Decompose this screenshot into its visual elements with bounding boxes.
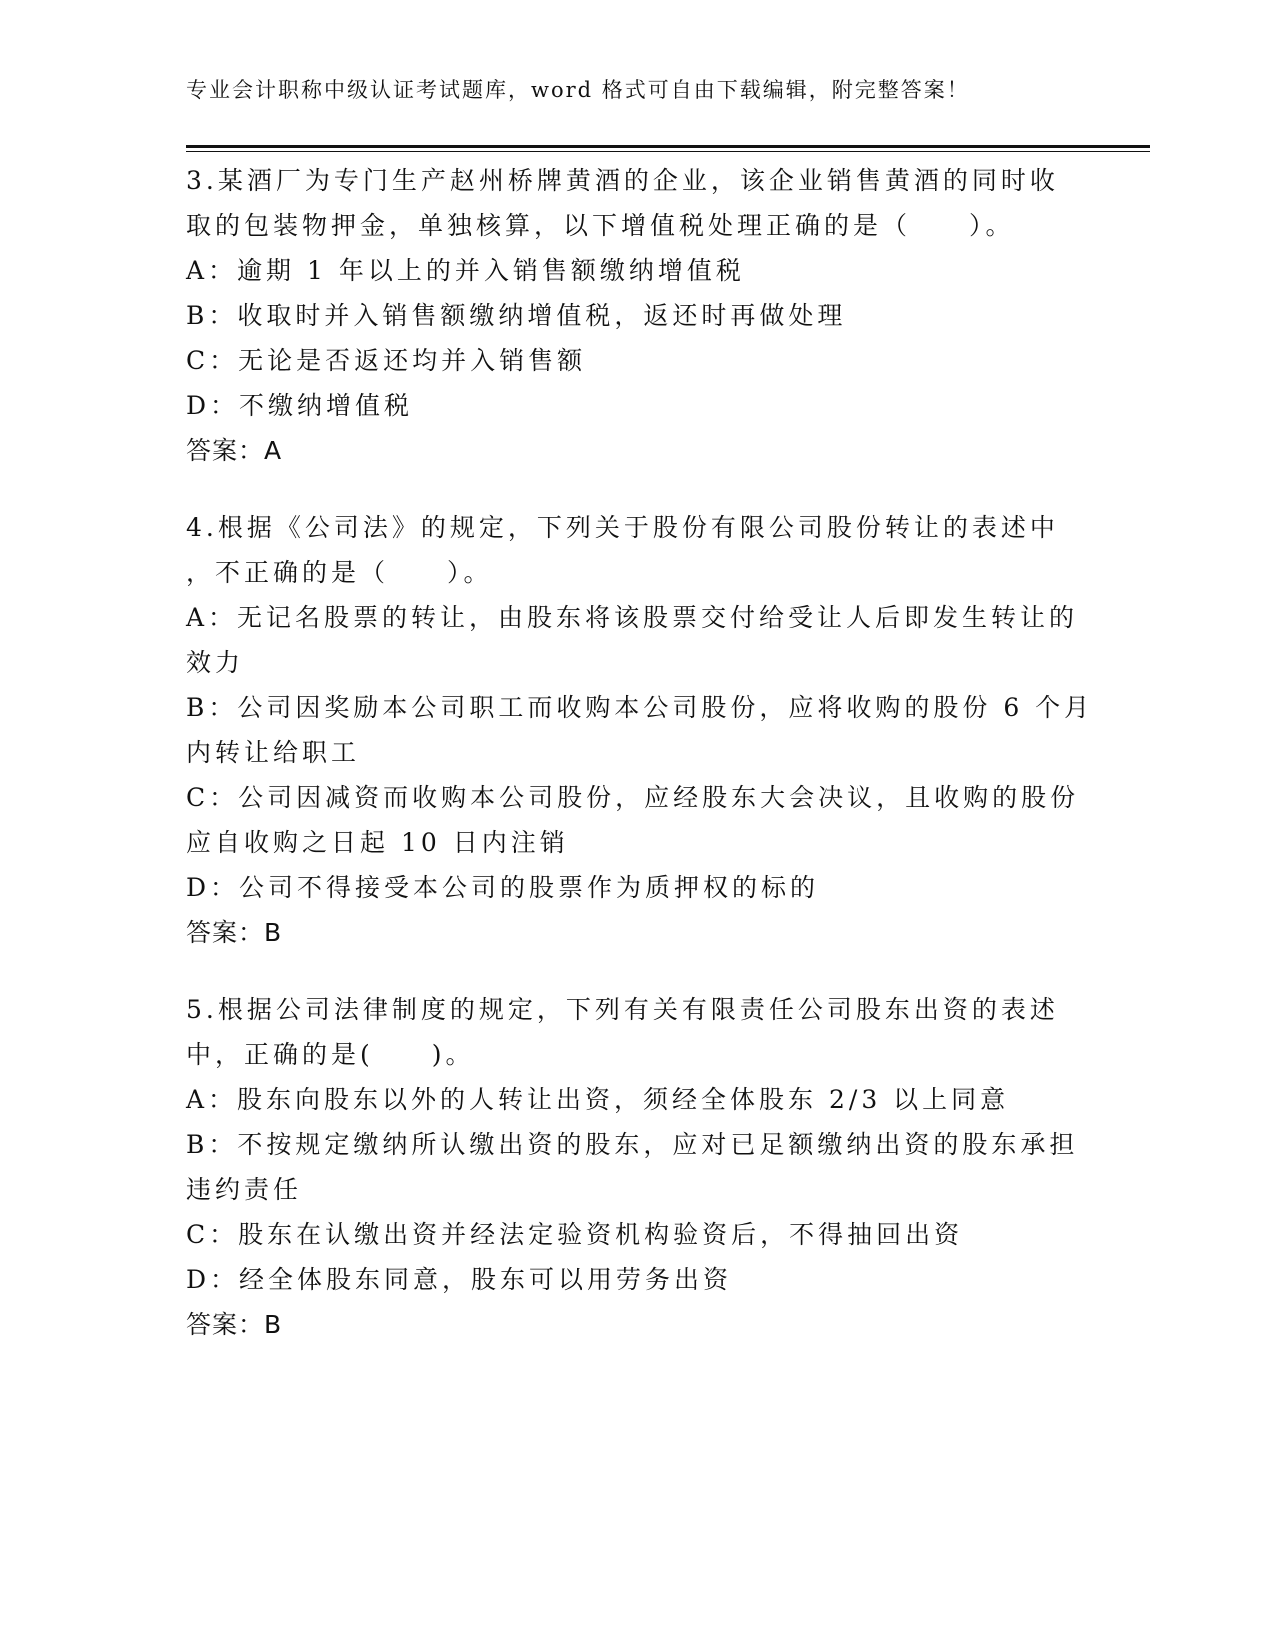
- page-header: 专业会计职称中级认证考试题库，word 格式可自由下载编辑，附完整答案！: [186, 78, 970, 102]
- question-5: [186, 987, 1086, 1347]
- question-stem-line: ，不正确的是（ ）。: [186, 558, 493, 587]
- option-a: A：逾期 1 年以上的并入销售额缴纳增值税: [186, 256, 745, 285]
- header-rule-thin: [186, 151, 1150, 152]
- option-a: A：无记名股票的转让，由股东将该股票交付给受让人后即发生转让的: [186, 603, 1079, 632]
- option-b: B：收取时并入销售额缴纳增值税，返还时再做处理: [186, 301, 847, 330]
- question-4: [186, 505, 1094, 955]
- option-d: D：公司不得接受本公司的股票作为质押权的标的: [186, 873, 820, 902]
- option-a: A：股东向股东以外的人转让出资，须经全体股东 2/3 以上同意: [186, 1085, 1010, 1114]
- option-c: C：无论是否返还均并入销售额: [186, 346, 587, 375]
- question-stem-line: 5.根据公司法律制度的规定，下列有关有限责任公司股东出资的表述: [186, 995, 1059, 1024]
- header-rule-thick: [186, 145, 1150, 148]
- option-d: D：经全体股东同意，股东可以用劳务出资: [186, 1265, 733, 1294]
- option-c-continued: 应自收购之日起 10 日内注销: [186, 828, 569, 857]
- question-stem-line: 4.根据《公司法》的规定，下列关于股份有限公司股份转让的表述中: [186, 513, 1059, 542]
- answer-line: 答案：A: [186, 436, 283, 465]
- option-b: B：公司因奖励本公司职工而收购本公司股份，应将收购的股份 6 个月: [186, 693, 1094, 722]
- option-c: C：股东在认缴出资并经法定验资机构验资后，不得抽回出资: [186, 1220, 964, 1249]
- question-3: [186, 158, 1086, 473]
- option-d: D：不缴纳增值税: [186, 391, 414, 420]
- question-stem-line: 3.某酒厂为专门生产赵州桥牌黄酒的企业，该企业销售黄酒的同时收: [186, 166, 1059, 195]
- question-stem-line: 取的包装物押金，单独核算，以下增值税处理正确的是（ ）。: [186, 211, 1015, 240]
- question-list: [186, 158, 1094, 1379]
- option-b: B：不按规定缴纳所认缴出资的股东，应对已足额缴纳出资的股东承担: [186, 1130, 1079, 1159]
- question-stem-line: 中，正确的是( )。: [186, 1040, 475, 1069]
- option-c: C：公司因减资而收购本公司股份，应经股东大会决议，且收购的股份: [186, 783, 1080, 812]
- option-b-continued: 违约责任: [186, 1175, 303, 1204]
- option-b-continued: 内转让给职工: [186, 738, 361, 767]
- answer-line: 答案：B: [186, 918, 283, 947]
- option-a-continued: 效力: [186, 648, 245, 677]
- answer-line: 答案：B: [186, 1310, 283, 1339]
